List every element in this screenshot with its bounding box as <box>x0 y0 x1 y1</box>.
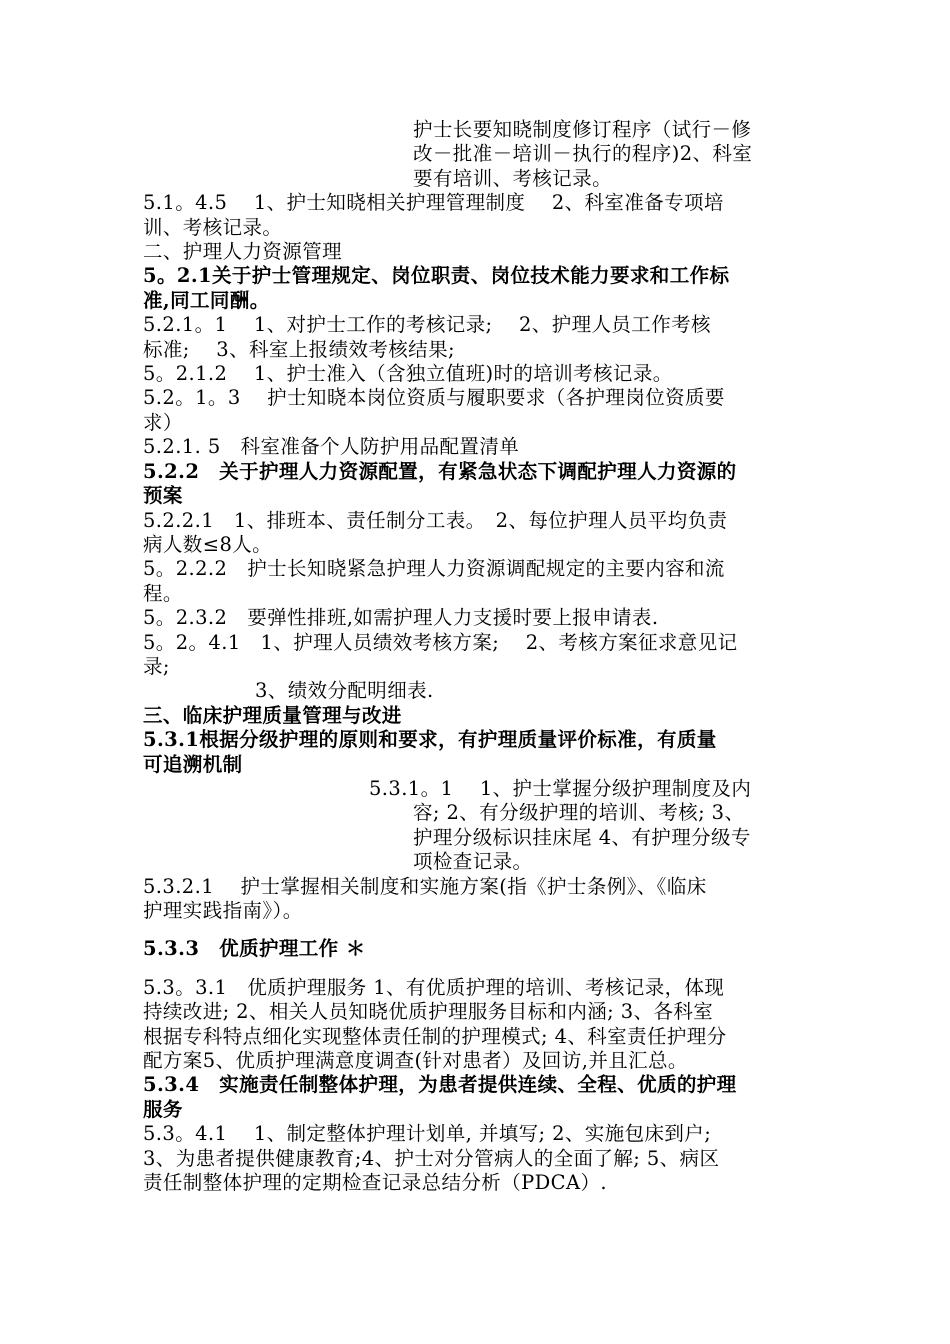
text-line: 护理实践指南》）。 <box>143 899 303 922</box>
text-line: 3、为患者提供健康教育;4、护士对分管病人的全面了解; 5、病区 <box>143 1146 720 1170</box>
text-line: 持续改进; 2、相关人员知晓优质护理服务目标和内涵; 3、各科室 <box>143 1000 714 1024</box>
heading-line: 5.3.4 实施责任制整体护理，为患者提供连续、全程、优质的护理 <box>143 1073 737 1097</box>
text-line: 标准; 3、科室上报绩效考核结果; <box>143 337 455 361</box>
text-line: 5.2.1. 5 科室准备个人防护用品配置清单 <box>143 435 520 459</box>
text-line: 求） <box>143 410 183 434</box>
text-line: 配方案5、优质护理满意度调查(针对患者）及回访,并且汇总。 <box>143 1049 688 1073</box>
heading-line: 准,同工同酬。 <box>143 288 270 312</box>
text-line: 5。2.1.2 1、护士准入（含独立值班)时的培训考核记录。 <box>143 362 673 386</box>
text-line: 5.3.2.1 护士掌握相关制度和实施方案(指《护士条例》、《临床 <box>143 874 707 898</box>
text-line: 5.2.1。1 1、对护士工作的考核记录; 2、护理人员工作考核 <box>143 313 711 337</box>
text-line: 录; <box>143 654 170 678</box>
text-line: 护理分级标识挂床尾 4、有护理分级专 <box>413 825 751 849</box>
text-line: 项检查记录。 <box>413 850 533 874</box>
text-line: 容; 2、有分级护理的培训、考核; 3、 <box>413 801 745 825</box>
text-line: 改－批准－培训－执行的程序)2、科室 <box>413 142 753 166</box>
text-line: 5。2。4.1 1、护理人员绩效考核方案; 2、考核方案征求意见记 <box>143 630 738 654</box>
heading-line: 5.3.1根据分级护理的原则和要求，有护理质量评价标准，有质量 <box>143 728 717 752</box>
text-line: 要有培训、考核记录。 <box>413 166 613 190</box>
text-line: 程。 <box>143 581 183 605</box>
heading-line: 预案 <box>143 484 183 508</box>
text-line: 5.2.2.1 1、排班本、责任制分工表。 2、每位护理人员平均负责 <box>143 508 728 532</box>
text-line: 根据专科特点细化实现整体责任制的护理模式; 4、科室责任护理分 <box>143 1024 727 1048</box>
heading-line: 5.3.3 优质护理工作 ＊ <box>143 937 366 961</box>
heading-line: 5。2.1关于护士管理规定、岗位职责、岗位技术能力要求和工作标 <box>143 264 730 288</box>
text-line: 5.3。3.1 优质护理服务 1、有优质护理的培训、考核记录，体现 <box>143 975 725 999</box>
heading-line: 服务 <box>143 1097 183 1121</box>
document-body <box>143 118 807 1195</box>
text-line: 5。2.2.2 护士长知晓紧急护理人力资源调配规定的主要内容和流 <box>143 557 725 581</box>
text-line: 二、护理人力资源管理 <box>143 240 343 264</box>
text-line: 5.2。1。3 护士知晓本岗位资质与履职要求（各护理岗位资质要 <box>143 386 725 410</box>
heading-line: 5.2.2 关于护理人力资源配置，有紧急状态下调配护理人力资源的 <box>143 459 737 483</box>
heading-line: 三、临床护理质量管理与改进 <box>143 703 402 727</box>
text-line: 5.3.1。1 1、护士掌握分级护理制度及内 <box>369 776 752 800</box>
blank-gap <box>143 962 807 976</box>
text-line: 病人数≤8人。 <box>143 532 273 556</box>
text-line: 责任制整体护理的定期检查记录总结分析（PDCA）. <box>143 1171 607 1195</box>
text-line: 5。2.3.2 要弹性排班,如需护理人力支援时要上报申请表. <box>143 606 659 630</box>
heading-line: 可追溯机制 <box>143 752 243 776</box>
text-line: 3、绩效分配明细表. <box>255 679 434 703</box>
blank-gap <box>143 923 807 937</box>
text-line: 5.3。4.1 1、制定整体护理计划单, 并填写; 2、实施包床到户; <box>143 1122 712 1146</box>
text-line: 5.1。4.5 1、护士知晓相关护理管理制度 2、科室准备专项培 <box>143 191 724 215</box>
text-line: 护士长要知晓制度修订程序（试行－修 <box>413 118 752 141</box>
text-line: 训、考核记录。 <box>143 215 283 239</box>
